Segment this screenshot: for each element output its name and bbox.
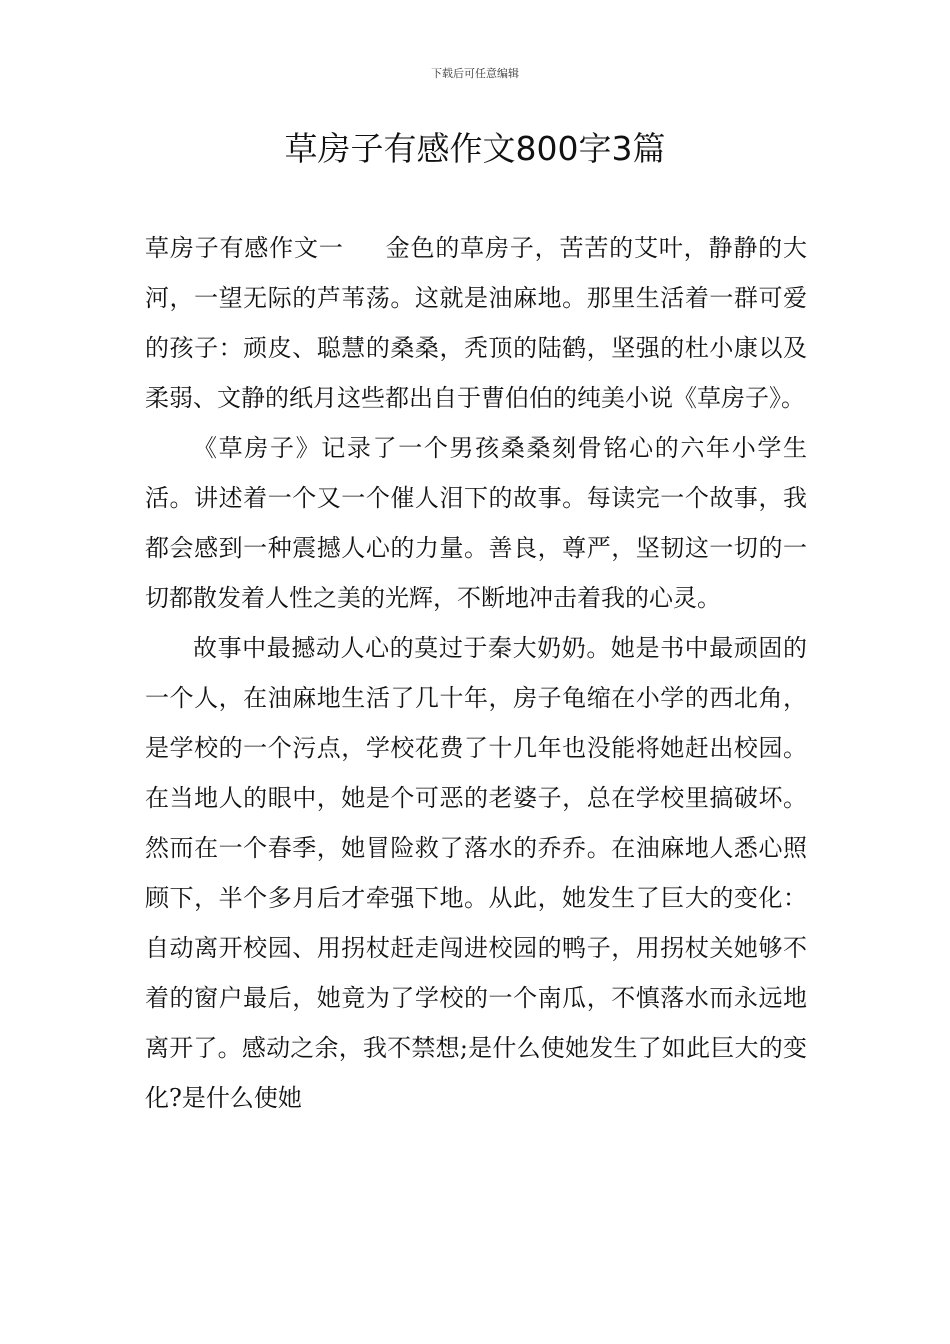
paragraph-1 bbox=[145, 223, 807, 423]
paragraph-2: 《草房子》记录了一个男孩桑桑刻骨铭心的六年小学生活。讲述着一个又一个催人泪下的故事。每读完一个故事，我都会感到一种震撼人心的力量。善良，尊严，坚韧这一切的一切都散发着人性之美的光辉，不断地冲击着我的心灵。 bbox=[145, 434, 807, 612]
document-body bbox=[145, 223, 807, 1123]
page-header-note: 下载后可任意编辑 bbox=[431, 67, 519, 80]
document-title: 草房子有感作文800字3篇 bbox=[284, 129, 666, 168]
paragraph-3: 故事中最撼动人心的莫过于秦大奶奶。她是书中最顽固的一个人，在油麻地生活了几十年，房子龟缩在小学的西北角，是学校的一个污点，学校花费了十几年也没能将她赶出校园。在当地人的眼中，她是个可恶的老婆子，总在学校里搞破坏。然而在一个春季，她冒险救了落水的乔乔。在油麻地人悉心照顾下，半个多月后才牵强下地。从此，她发生了巨大的变化：自动离开校园、用拐杖赶走闯进校园的鸭子，用拐杖关她够不着的窗户最后，她竟为了学校的一个南瓜，不慎落水而永远地离开了。感动之余，我不禁想;是什么使她发生了如此巨大的变化?是什么使她 bbox=[145, 634, 807, 1112]
section-title: 草房子有感作文一 bbox=[145, 234, 344, 262]
paragraph-1-text: 金色的草房子，苦苦的艾叶，静静的大河，一望无际的芦苇荡。这就是油麻地。那里生活着一群可爱的孩子：顽皮、聪慧的桑桑，秃顶的陆鹤，坚强的杜小康以及柔弱、文静的纸月这些都出自于曹伯伯的纯美小说《草房子》。 bbox=[145, 234, 808, 412]
